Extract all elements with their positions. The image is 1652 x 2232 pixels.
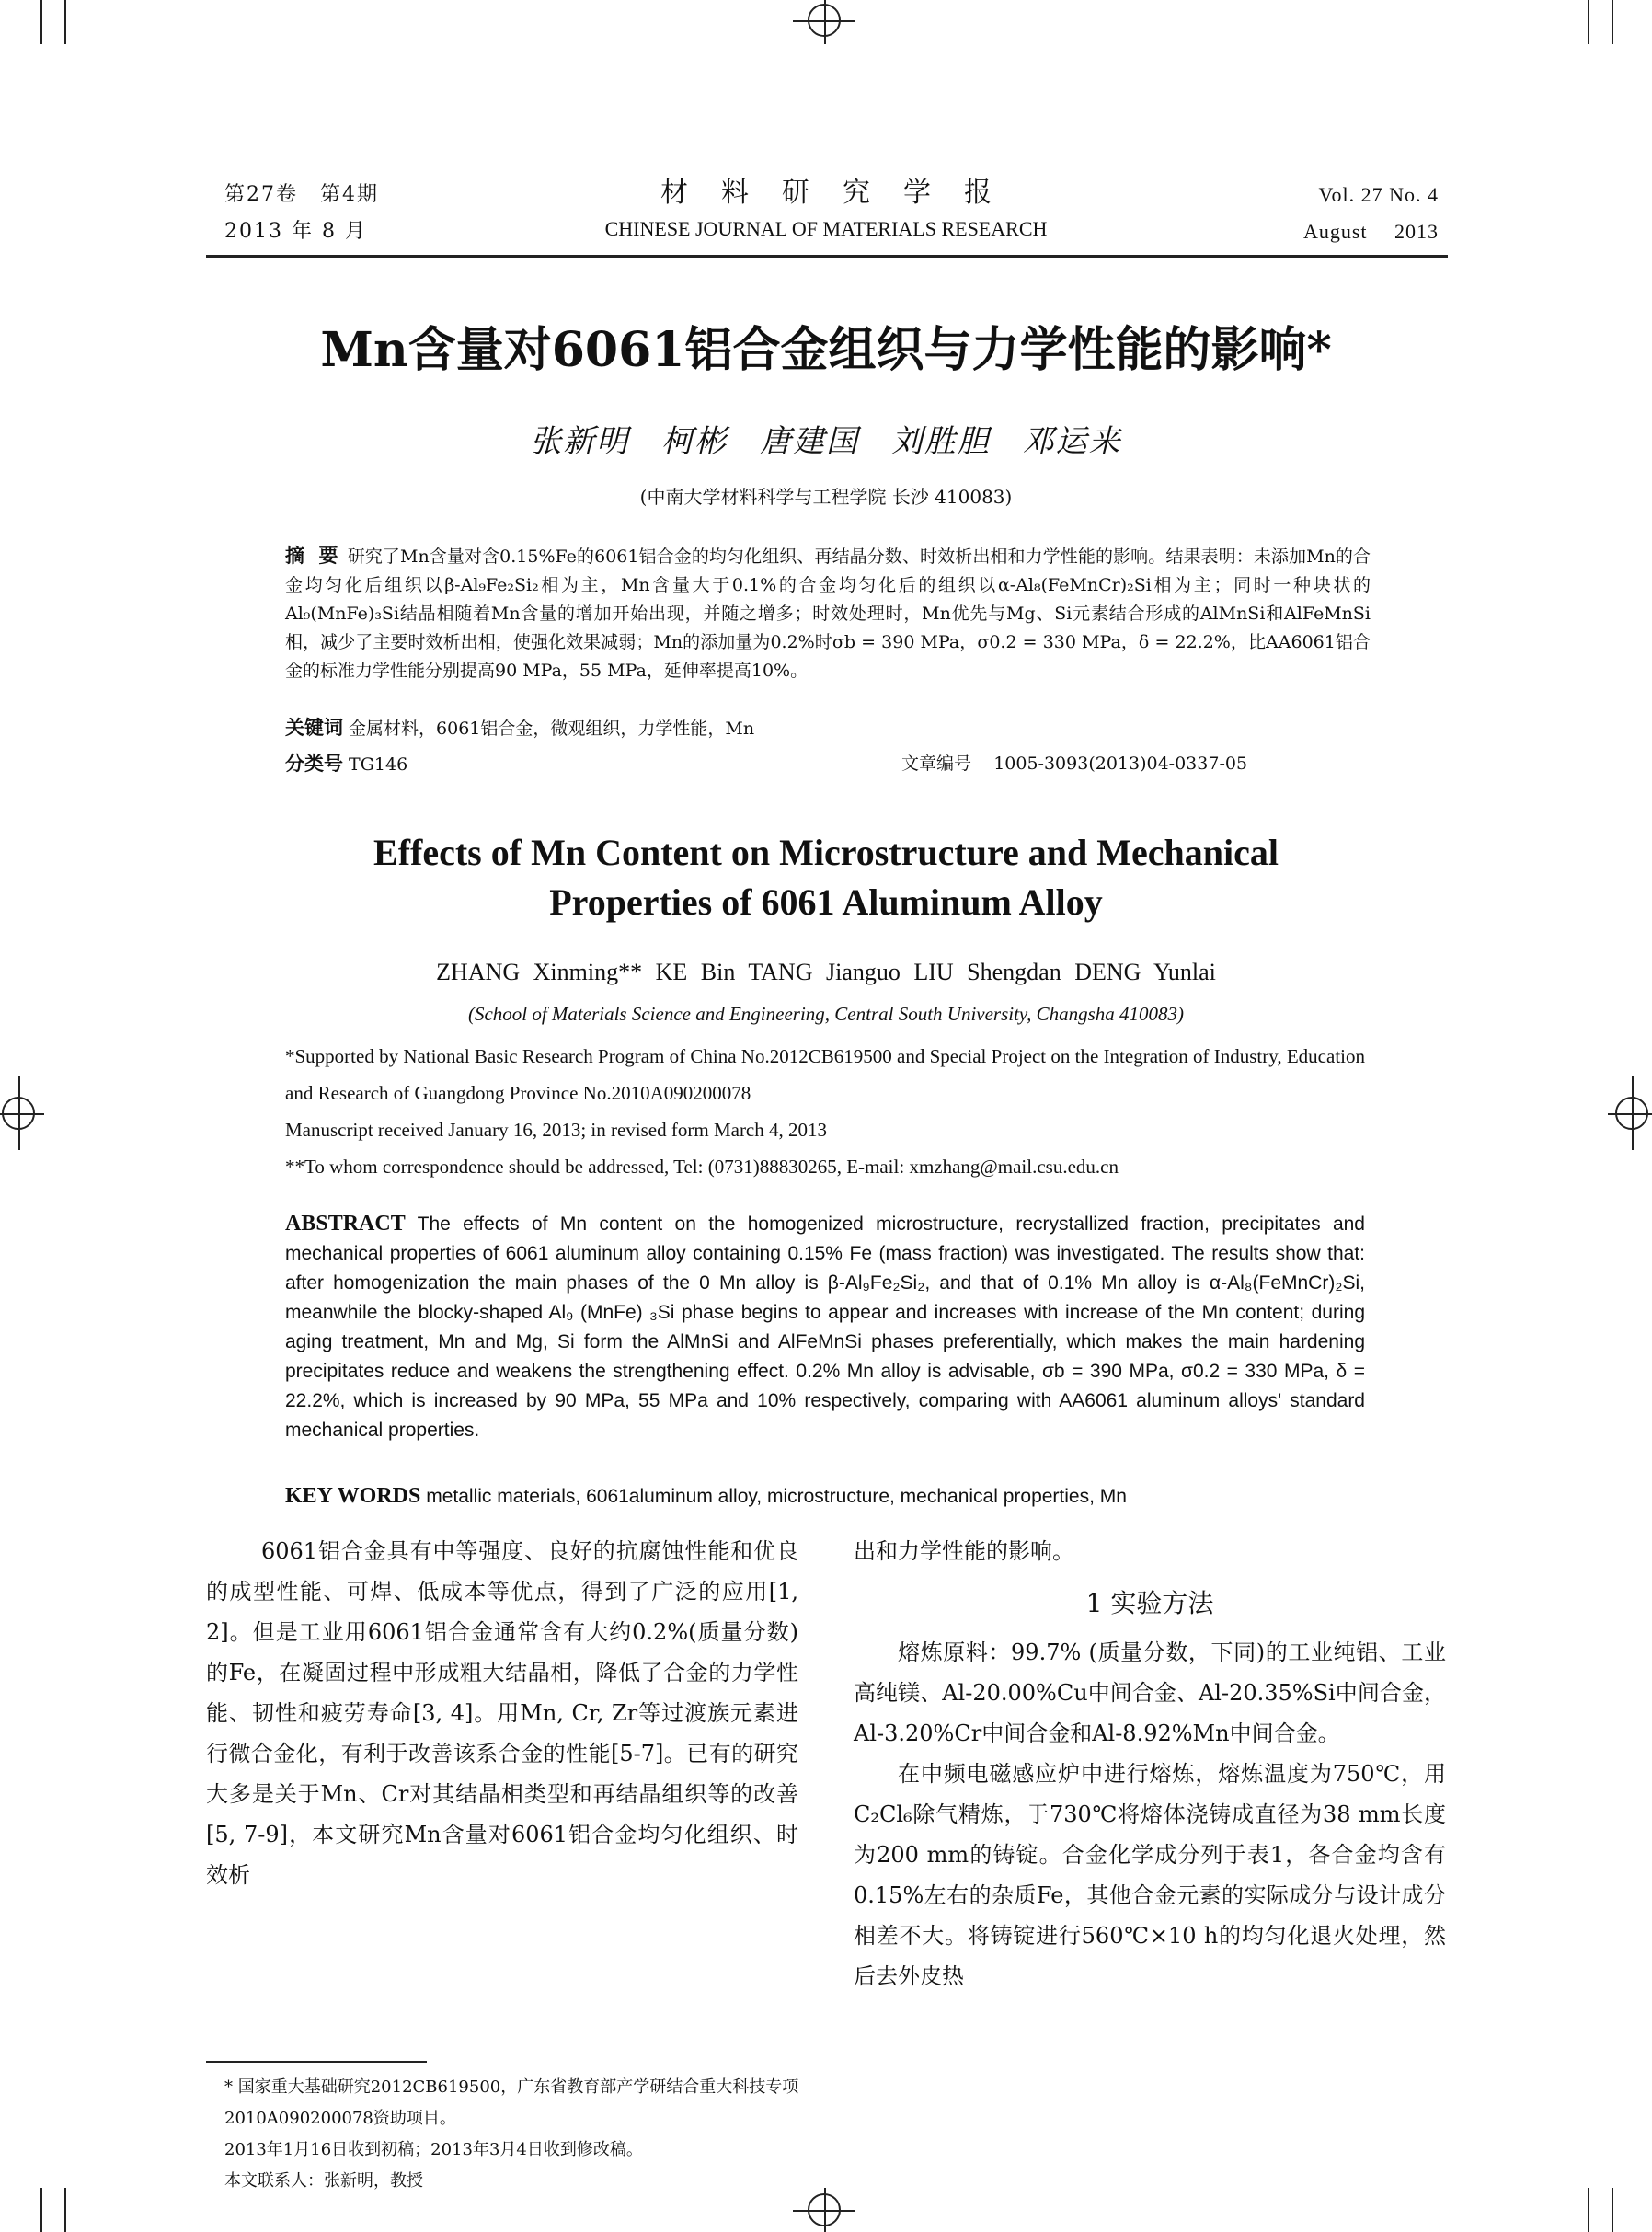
journal-name xyxy=(515,173,1137,245)
methods-paragraph-1: 熔炼原料：99.7% (质量分数，下同)的工业纯铝、工业高纯镁、Al-20.00%Cu中间合金、Al-20.35%Si中间合金，Al-3.20%Cr中间合金和Al-8.92%Mn中间合金。 xyxy=(854,1639,1446,1746)
abstract-en xyxy=(285,1209,1365,1445)
crop-mark xyxy=(1588,0,1589,44)
received-note: Manuscript received January 16, 2013; in revised form March 4, 2013 xyxy=(285,1119,828,1141)
crop-mark xyxy=(64,2188,66,2232)
paper-title-en-line1: Effects of Mn Content on Microstructure and Mechanical xyxy=(373,832,1279,873)
affiliation-en: (School of Materials Science and Engineering, Central South University, Changsha 410083) xyxy=(467,1003,1185,1025)
header-date-cn: 2013 年 8 月 xyxy=(224,220,367,243)
abstract-en-text: The effects of Mn content on the homogenized microstructure, recrystallized fraction, precipitates and mechanical properties of 6061 aluminum alloy containing 0.15% Fe (mass fraction) was investigated. The results show that: after homogenization the main phases of the 0 Mn alloy is β-Al₉Fe₂Si₂, and that of 0.1% Mn alloy is α-Al₈(FeMnCr)₂Si, meanwhile the blocky-shaped Al₉ (MnFe) ₃Si phase begins to appear and increases with increase of the Mn content; during aging treatment, Mn and Mg, Si form the AlMnSi and AlFeMnSi phases preferentially, which makes the main hardening precipitates reduce and weakens the strengthening effect. 0.2% Mn alloy is advisable, σb = 390 MPa, σ0.2 = 330 MPa, δ = 22.2%, which is increased by 90 MPa, 55 MPa and 10% respectively, comparing with AA6061 aluminum alloys' standard mechanical properties. xyxy=(285,1214,1365,1441)
keywords-en-text: metallic materials, 6061aluminum alloy, microstructure, mechanical properties, Mn xyxy=(426,1486,1127,1507)
abstract-cn-text: 研究了Mn含量对含0.15%Fe的6061铝合金的均匀化组织、再结晶分数、时效析出相和力学性能的影响。结果表明：未添加Mn的合金均匀化后组织以β-Al₉Fe₂Si₂相为主，Mn含量大于0.1%的合金均匀化后的组织以α-Al₈(FeMnCr)₂Si相为主；同时一种块状的Al₉(MnFe)₃Si结晶相随着Mn含量的增加开始出现，并随之增多；时效处理时，Mn优先与Mg、Si元素结合形成的AlMnSi和AlFeMnSi相，减少了主要时效析出相，使强化效果减弱；Mn的添加量为0.2%时σb = 390 MPa，σ0.2 = 330 MPa，δ = 22.2%，比AA6061铝合金的标准力学性能分别提高90 MPa，55 MPa，延伸率提高10%。 xyxy=(285,546,1371,681)
correspondence-note: **To whom correspondence should be addressed, Tel: (0731)88830265, E-mail: xmzhang@mail.csu.edu.cn xyxy=(285,1156,1119,1178)
crop-mark xyxy=(1612,0,1613,44)
footnote-rule xyxy=(206,2061,427,2063)
header-rule xyxy=(206,255,1448,258)
header-volume-number-en: Vol. 27 No. 4 xyxy=(1318,183,1439,206)
crop-mark xyxy=(1608,1113,1652,1115)
abstract-cn xyxy=(285,541,1371,685)
crop-mark xyxy=(0,1113,44,1115)
journal-name-en: CHINESE JOURNAL OF MATERIALS RESEARCH xyxy=(604,217,1048,240)
footnote-contact: 本文联系人：张新明，教授 xyxy=(224,2171,423,2191)
crop-mark xyxy=(40,0,42,44)
classification-cn-label: 分类号 xyxy=(285,752,343,775)
abstract-cn-label: 摘 要 xyxy=(285,544,342,567)
abstract-en-label: ABSTRACT xyxy=(285,1212,406,1236)
article-number-value: 1005-3093(2013)04-0337-05 xyxy=(993,754,1248,774)
paper-title-en xyxy=(129,828,1523,927)
classification-cn-text: TG146 xyxy=(349,754,408,775)
authors-en: ZHANG Xinming** KE Bin TANG Jianguo LIU Shengdan DENG Yunlai xyxy=(436,959,1216,985)
keywords-cn xyxy=(285,714,1371,742)
article-number-label: 文章编号 xyxy=(901,754,972,774)
journal-name-cn: 材料研究学报 xyxy=(660,177,1025,209)
crop-mark xyxy=(793,2210,855,2212)
footnote-funding: * 国家重大基础研究2012CB619500，广东省教育部产学研结合重大科技专项2010A090200078资助项目。 xyxy=(224,2077,799,2128)
intro-paragraph: 6061铝合金具有中等强度、良好的抗腐蚀性能和优良的成型性能、可焊、低成本等优点，得到了广泛的应用[1, 2]。但是工业用6061铝合金通常含有大约0.2%(质量分数)的Fe，在凝固过程中形成粗大结晶相，降低了合金的力学性能、韧性和疲劳寿命[3, 4]。用Mn, Cr, Zr等过渡族元素进行微合金化，有利于改善该系合金的性能[5-7]。已有的研究大多是关于Mn、Cr对其结晶相类型和再结晶组织等的改善[5, 7-9]，本文研究Mn含量对6061铝合金均匀化组织、时效析 xyxy=(206,1538,798,1888)
header-volume-cn: 第27卷 第4期 xyxy=(224,183,379,206)
authors-cn: 张新明 柯彬 唐建国 刘胜胆 邓运来 xyxy=(530,423,1122,460)
article-number xyxy=(901,750,1247,777)
body-left-column xyxy=(206,1531,798,1895)
keywords-en-label: KEY WORDS xyxy=(285,1484,421,1508)
intro-continuation: 出和力学性能的影响。 xyxy=(854,1538,1074,1564)
header-volume-en xyxy=(1303,177,1439,250)
crop-mark xyxy=(793,20,855,22)
crop-mark xyxy=(1612,2188,1613,2232)
footnote-received: 2013年1月16日收到初稿；2013年3月4日收到修改稿。 xyxy=(224,2140,643,2159)
affiliation-cn: (中南大学材料科学与工程学院 长沙 410083) xyxy=(639,486,1013,508)
keywords-cn-text: 金属材料，6061铝合金，微观组织，力学性能，Mn xyxy=(349,719,755,739)
footnotes xyxy=(206,2072,813,2197)
section-heading: 1 实验方法 xyxy=(1085,1588,1214,1618)
header-volume xyxy=(224,177,379,250)
header-date-en: August 2013 xyxy=(1302,220,1439,243)
paper-title-cn: Mn含量对6061铝合金组织与力学性能的影响* xyxy=(320,322,1332,378)
crop-mark xyxy=(64,0,66,44)
keywords-cn-label: 关键词 xyxy=(285,716,343,739)
funding-note: *Supported by National Basic Research Program of China No.2012CB619500 and Special Project on the Integration of Industry, Education and Research of Guangdong Province No.2010A090200078 xyxy=(285,1045,1365,1104)
keywords-en xyxy=(285,1481,1365,1512)
methods-paragraph-2: 在中频电磁感应炉中进行熔炼，熔炼温度为750℃，用C₂Cl₆除气精炼，于730℃将熔体浇铸成直径为38 mm长度为200 mm的铸锭。合金化学成分列于表1，各合金均含有0.15%左右的杂质Fe，其他合金元素的实际成分与设计成分相差不大。将铸锭进行560℃×10 h的均匀化退火处理，然后去外皮热 xyxy=(854,1761,1446,1989)
author-notes-en xyxy=(285,1038,1365,1185)
crop-mark xyxy=(1588,2188,1589,2232)
crop-mark xyxy=(40,2188,42,2232)
body-right-column xyxy=(854,1531,1446,1996)
paper-title-en-line2: Properties of 6061 Aluminum Alloy xyxy=(549,881,1103,923)
